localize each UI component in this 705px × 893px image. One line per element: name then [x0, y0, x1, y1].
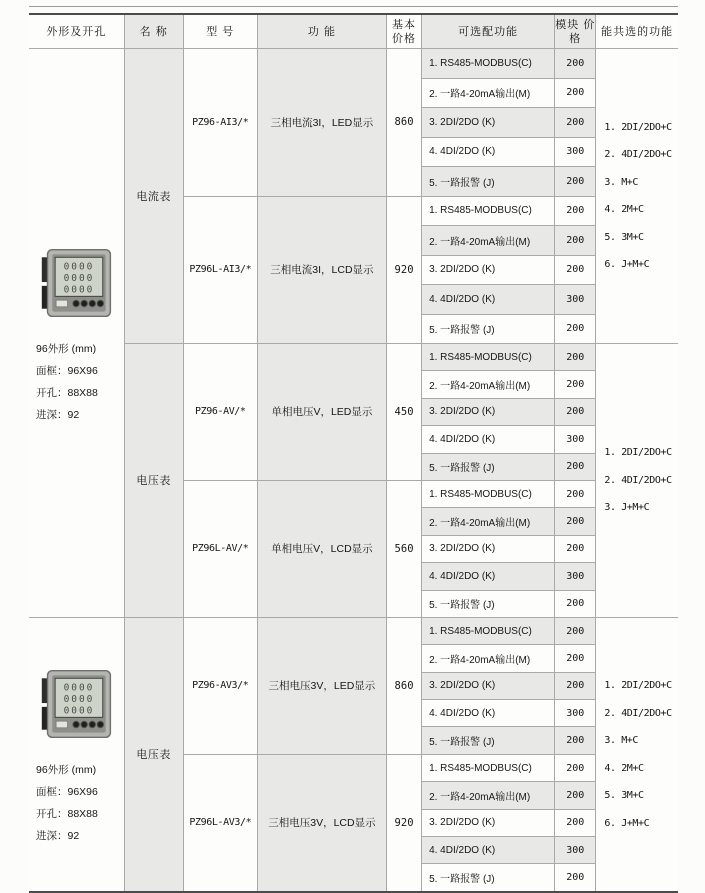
product-dimension-line: 进深：92 [36, 408, 80, 421]
shared-function-item: 3. J+M+C [604, 502, 650, 514]
header-col-module-price: 模块 价格 [555, 14, 596, 49]
module-price-cell: 300 [555, 285, 596, 315]
module-price-cell: 200 [555, 49, 596, 79]
module-price-cell: 300 [555, 563, 596, 590]
combinable-functions-cell [596, 617, 678, 891]
model-cell: PZ96L-AV/* [183, 480, 257, 617]
optional-function-cell: 2. 一路4-20mA输出(M) [422, 78, 555, 108]
module-price-cell: 200 [555, 480, 596, 507]
panel-meter-image [38, 240, 118, 326]
shared-function-item: 2. 4DI/2DO+C [604, 474, 672, 486]
header-col-model: 型 号 [183, 14, 257, 49]
model-cell: PZ96-AV/* [183, 344, 257, 481]
module-price-cell: 300 [555, 426, 596, 453]
optional-function-cell: 5. 一路报警 (J) [422, 453, 555, 480]
shared-functions-list [596, 445, 678, 515]
module-price-cell: 300 [555, 700, 596, 727]
module-price-cell: 200 [555, 645, 596, 672]
optional-function-cell: 3. 2DI/2DO (K) [422, 108, 555, 138]
shared-functions-list [596, 120, 678, 273]
module-price-cell: 200 [555, 508, 596, 535]
optional-function-cell: 1. RS485-MODBUS(C) [422, 49, 555, 79]
product-dimension-line: 面框：96X96 [36, 364, 98, 377]
optional-function-cell: 5. 一路报警 (J) [422, 590, 555, 617]
product-dimension-line: 开孔：88X88 [36, 386, 98, 399]
meter-digit-row: 0000 [63, 705, 95, 717]
meter-price-table [29, 13, 678, 893]
module-price-cell: 300 [555, 837, 596, 864]
shared-function-item: 2. 4DI/2DO+C [604, 707, 672, 719]
module-price-cell: 200 [555, 108, 596, 138]
module-price-cell: 200 [555, 535, 596, 562]
option-row [29, 617, 678, 644]
shared-function-item: 4. 2M+C [604, 204, 644, 216]
shared-functions-list [596, 678, 678, 831]
model-cell: PZ96-AI3/* [183, 49, 257, 197]
header-col-optional-functions: 可选配功能 [422, 14, 555, 49]
base-price-cell: 560 [387, 480, 422, 617]
optional-function-cell: 4. 4DI/2DO (K) [422, 426, 555, 453]
module-price-cell: 200 [555, 398, 596, 425]
optional-function-cell: 2. 一路4-20mA输出(M) [422, 226, 555, 256]
module-price-cell: 200 [555, 672, 596, 699]
base-price-cell: 860 [387, 49, 422, 197]
module-price-cell: 200 [555, 226, 596, 256]
meter-digit-row: 0000 [63, 683, 95, 695]
meter-digit-row: 0000 [63, 694, 95, 706]
optional-function-cell: 2. 一路4-20mA输出(M) [422, 782, 555, 809]
module-price-cell: 200 [555, 344, 596, 371]
header-col-function: 功 能 [257, 14, 386, 49]
function-cell: 三相电流3I，LED显示 [257, 49, 386, 197]
meter-digit-row: 0000 [63, 284, 95, 296]
module-price-cell: 200 [555, 453, 596, 480]
header-col-combinable-functions: 能共选的功能 [596, 14, 678, 49]
module-price-cell: 200 [555, 809, 596, 836]
module-price-cell: 200 [555, 167, 596, 197]
shared-function-item: 6. J+M+C [604, 259, 650, 271]
shared-function-item: 1. 2DI/2DO+C [604, 447, 672, 459]
optional-function-cell: 2. 一路4-20mA输出(M) [422, 371, 555, 398]
module-price-cell: 200 [555, 727, 596, 754]
optional-function-cell: 4. 4DI/2DO (K) [422, 700, 555, 727]
optional-function-cell: 1. RS485-MODBUS(C) [422, 344, 555, 371]
shared-function-item: 3. M+C [604, 735, 639, 747]
option-row [29, 49, 678, 79]
function-cell: 三相电压3V，LED显示 [257, 617, 386, 754]
optional-function-cell: 3. 2DI/2DO (K) [422, 809, 555, 836]
function-cell: 三相电压3V，LCD显示 [257, 754, 386, 891]
product-dimension-line: 开孔：88X88 [36, 808, 98, 821]
product-dimension-line: 面框：96X96 [36, 786, 98, 799]
optional-function-cell: 2. 一路4-20mA输出(M) [422, 645, 555, 672]
product-photo-cell [29, 617, 124, 891]
module-price-cell: 200 [555, 617, 596, 644]
base-price-cell: 860 [387, 617, 422, 754]
model-cell: PZ96-AV3/* [183, 617, 257, 754]
module-price-cell: 300 [555, 137, 596, 167]
module-price-cell: 200 [555, 754, 596, 781]
optional-function-cell: 1. RS485-MODBUS(C) [422, 480, 555, 507]
optional-function-cell: 4. 4DI/2DO (K) [422, 285, 555, 315]
optional-function-cell: 1. RS485-MODBUS(C) [422, 196, 555, 226]
shared-function-item: 2. 4DI/2DO+C [604, 149, 672, 161]
optional-function-cell: 5. 一路报警 (J) [422, 167, 555, 197]
optional-function-cell: 3. 2DI/2DO (K) [422, 398, 555, 425]
optional-function-cell: 3. 2DI/2DO (K) [422, 255, 555, 285]
model-cell: PZ96L-AI3/* [183, 196, 257, 344]
product-dimension-line: 96外形 (mm) [36, 342, 97, 355]
shared-function-item: 1. 2DI/2DO+C [604, 121, 672, 133]
optional-function-cell: 3. 2DI/2DO (K) [422, 672, 555, 699]
module-price-cell: 200 [555, 314, 596, 344]
category-cell: 电压表 [124, 617, 183, 891]
function-cell: 三相电流3I，LCD显示 [257, 196, 386, 344]
optional-function-cell: 2. 一路4-20mA输出(M) [422, 508, 555, 535]
base-price-cell: 920 [387, 754, 422, 891]
optional-function-cell: 4. 4DI/2DO (K) [422, 137, 555, 167]
shared-function-item: 4. 2M+C [604, 762, 644, 774]
combinable-functions-cell [596, 344, 678, 618]
model-cell: PZ96L-AV3/* [183, 754, 257, 891]
optional-function-cell: 3. 2DI/2DO (K) [422, 535, 555, 562]
meter-digit-row: 0000 [63, 261, 95, 273]
shared-function-item: 3. M+C [604, 176, 639, 188]
function-cell: 单相电压V，LED显示 [257, 344, 386, 481]
shared-function-item: 5. 3M+C [604, 231, 644, 243]
meter-logo [56, 722, 67, 729]
shared-function-item: 5. 3M+C [604, 790, 644, 802]
product-dimension-line: 96外形 (mm) [36, 764, 97, 777]
header-col-shape-cutout: 外形及开孔 [29, 14, 124, 49]
option-row [29, 344, 678, 371]
module-price-cell: 200 [555, 782, 596, 809]
product-photo-cell [29, 49, 124, 618]
shared-function-item: 1. 2DI/2DO+C [604, 680, 672, 692]
shared-function-item: 6. J+M+C [604, 817, 650, 829]
meter-logo [56, 300, 67, 307]
module-price-cell: 200 [555, 255, 596, 285]
combinable-functions-cell [596, 49, 678, 344]
panel-meter-image [38, 661, 118, 747]
base-price-cell: 450 [387, 344, 422, 481]
module-price-cell: 200 [555, 78, 596, 108]
optional-function-cell: 5. 一路报警 (J) [422, 727, 555, 754]
top-rule-line [29, 6, 678, 7]
module-price-cell: 200 [555, 196, 596, 226]
header-row [29, 14, 678, 49]
function-cell: 单相电压V，LCD显示 [257, 480, 386, 617]
category-cell: 电压表 [124, 344, 183, 618]
product-dimension-line: 进深：92 [36, 830, 80, 843]
meter-digit-row: 0000 [63, 273, 95, 285]
optional-function-cell: 5. 一路报警 (J) [422, 314, 555, 344]
module-price-cell: 200 [555, 371, 596, 398]
optional-function-cell: 1. RS485-MODBUS(C) [422, 754, 555, 781]
product-block [29, 661, 124, 847]
category-cell: 电流表 [124, 49, 183, 344]
optional-function-cell: 5. 一路报警 (J) [422, 864, 555, 892]
header-col-base-price: 基本 价格 [387, 14, 422, 49]
optional-function-cell: 4. 4DI/2DO (K) [422, 563, 555, 590]
optional-function-cell: 1. RS485-MODBUS(C) [422, 617, 555, 644]
module-price-cell: 200 [555, 864, 596, 892]
header-col-name: 名 称 [124, 14, 183, 49]
module-price-cell: 200 [555, 590, 596, 617]
optional-function-cell: 4. 4DI/2DO (K) [422, 837, 555, 864]
base-price-cell: 920 [387, 196, 422, 344]
product-block [29, 240, 124, 426]
